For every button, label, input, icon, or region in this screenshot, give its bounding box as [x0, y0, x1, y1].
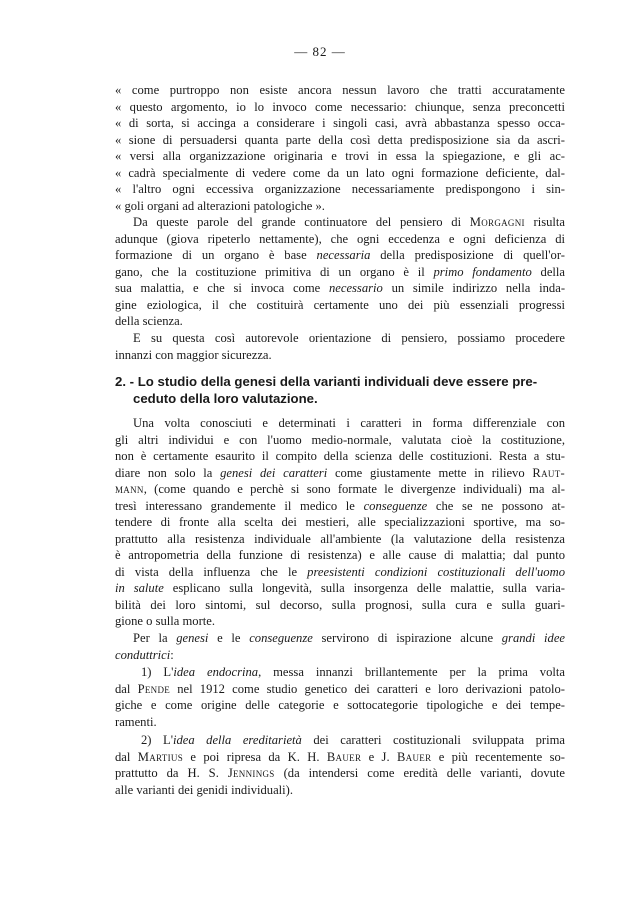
text-line: « di sorta, si accinga a considerare i singoli casi, avrà abbastanza spesso occa-: [115, 116, 565, 130]
text-line: Per la genesi e le conseguenze servirono di ispirazione alcune grandi idee: [133, 631, 565, 645]
text-line: E su questa così autorevole orientazione di pensiero, possiamo procedere: [133, 331, 565, 345]
text-line: « goli organi ad alterazioni patologiche ».: [115, 198, 325, 213]
text-line: « sione di persuadersi quanta parte della così detta predisposizione sia da ascri-: [115, 132, 565, 147]
text-line: « cadrà specialmente di vedere come da un lato ogni formazione deficiente, dal-: [115, 165, 565, 180]
text-line: Da queste parole del grande continuatore del pensiero di Morgagni risulta: [133, 215, 565, 229]
emphasis: conseguenze: [249, 631, 313, 645]
text-line: sua malattia, e che si invoca come necessario un simile indirizzo nella inda-: [115, 281, 565, 295]
text-line: gano, che la costituzione primitiva di un organo è il primo fondamento della: [115, 264, 565, 279]
text-line: della scienza.: [115, 314, 183, 328]
author-name: Morgagni: [469, 215, 525, 229]
text-line: ramenti.: [115, 714, 157, 729]
text-line: bilità dei loro sintomi, sul decorso, sulla prognosi, sulla cura e sulla guari-: [115, 597, 565, 612]
text-line: Una volta conosciuti e determinati i caratteri in forma differenziale con: [133, 416, 565, 430]
author-name: Raut-: [532, 465, 565, 480]
text-line: adunque (giova ripeterlo nettamente), che ogni eccedenza e ogni deficienza di: [115, 231, 565, 246]
text-line: « come purtroppo non esiste ancora nessun lavoro che tratti accuratamente: [115, 83, 565, 97]
emphasis: necessario: [328, 281, 383, 295]
text-line: in salute esplicano sulla longevità, sulla insorgenza delle malattie, sulla varia-: [115, 581, 565, 595]
text-line: prattutto alla resistenza individuale all'ambiente (la valutazione della resistenza: [115, 531, 565, 546]
paragraph-ideas: [115, 630, 565, 663]
text-line: non è certamente esaurito il compito della scienza delle costituzioni. Resta a stu-: [115, 449, 565, 463]
emphasis: idea endocrina: [173, 665, 259, 679]
paragraph-genesis: [115, 415, 565, 630]
text-line: formazione di un organo è base necessaria della predisposizione di quell'or-: [115, 248, 565, 262]
text-line: diare non solo la genesi dei caratteri come giustamente mette in rilievo Raut-: [115, 465, 565, 480]
text-line: tresì interessano grandemente il medico le conseguenze che se ne possono at-: [115, 498, 565, 513]
text-line: 1) L'idea endocrina, messa innanzi brillantemente per la prima volta: [141, 665, 565, 679]
text-line: gli altri individui e con l'uomo medio-normale, valutata cioè la costituzione,: [115, 432, 565, 447]
emphasis: genesi: [176, 631, 209, 645]
text-line: innanzi con maggior sicurezza.: [115, 347, 272, 362]
author-name: Jennings: [227, 766, 275, 780]
text-line: è antropometria della funzione di resistenza) e alle cause di malattia; dal punto: [115, 548, 565, 562]
text-line: gine eziologica, il che costituirà certamente uno dei più essenziali progressi: [115, 297, 565, 312]
author-name: Pende: [137, 681, 171, 696]
paragraph-morgagni: [115, 214, 565, 330]
paragraph-orientation: [115, 330, 565, 363]
text-line: di vista della influenza che le preesistenti condizioni costituzionali dell'uomo: [115, 564, 565, 579]
text-line: alle varianti dei genidi individuali).: [115, 782, 294, 797]
author-name: Bauer: [396, 749, 432, 764]
emphasis: idea della ereditarietà: [172, 733, 302, 747]
emphasis: preesistenti condizioni costituzionali dell'uomo: [307, 564, 565, 579]
emphasis: necessaria: [316, 248, 371, 262]
emphasis: genesi dei caratteri: [220, 465, 328, 480]
text-line: dal Pende nel 1912 come studio genetico dei caratteri e loro derivazioni patolo-: [115, 681, 565, 696]
text-line: mann, (come quando e perchè si sono formate le divergenze individuali) ma al-: [115, 482, 565, 496]
emphasis: grandi idee: [501, 631, 565, 645]
list-item-heredity: [115, 732, 565, 798]
quotation-paragraph: [115, 82, 565, 214]
text-line: tendere di fronte alla scelta dei mestieri, alle specializzazioni sportive, ma so-: [115, 515, 565, 529]
text-line: dal Martius e poi ripresa da K. H. Bauer e J. Bauer e più recentemente so-: [115, 749, 565, 764]
heading-line: 2. - Lo studio della genesi della varianti individuali deve essere pre-: [115, 374, 538, 389]
emphasis: primo fondamento: [433, 264, 532, 279]
text-line: conduttrici:: [115, 647, 174, 662]
list-item-endocrine: [115, 664, 565, 730]
emphasis: in salute: [115, 581, 164, 595]
text-line: « versi alla organizzazione originaria e trovi in essa la spiegazione, e gli ac-: [115, 149, 565, 163]
author-name: Bauer: [326, 749, 362, 764]
author-name: Martius: [137, 749, 184, 764]
emphasis: conseguenze: [363, 498, 428, 513]
text-line: gione o sulla morte.: [115, 614, 216, 628]
author-name: mann: [115, 482, 144, 496]
page-number: — 82 —: [294, 44, 346, 59]
text-line: giche e come origine delle categorie e sottocategorie tipologiche e dei tempe-: [115, 698, 565, 712]
text-line: « questo argomento, io lo invoco come necessario: chiunque, senza preconcetti: [115, 99, 565, 114]
text-line: 2) L'idea della ereditarietà dei caratteri costituzionali sviluppata prima: [141, 733, 565, 747]
heading-line: ceduto della loro valutazione.: [133, 391, 318, 406]
text-line: prattutto da H. S. Jennings (da intendersi come eredità delle varianti, dovute: [115, 766, 565, 780]
emphasis: conduttrici: [115, 647, 171, 662]
section-heading: [115, 373, 565, 407]
text-line: « l'altro ogni eccessiva organizzazione necessariamente predispongono i sin-: [115, 182, 565, 196]
